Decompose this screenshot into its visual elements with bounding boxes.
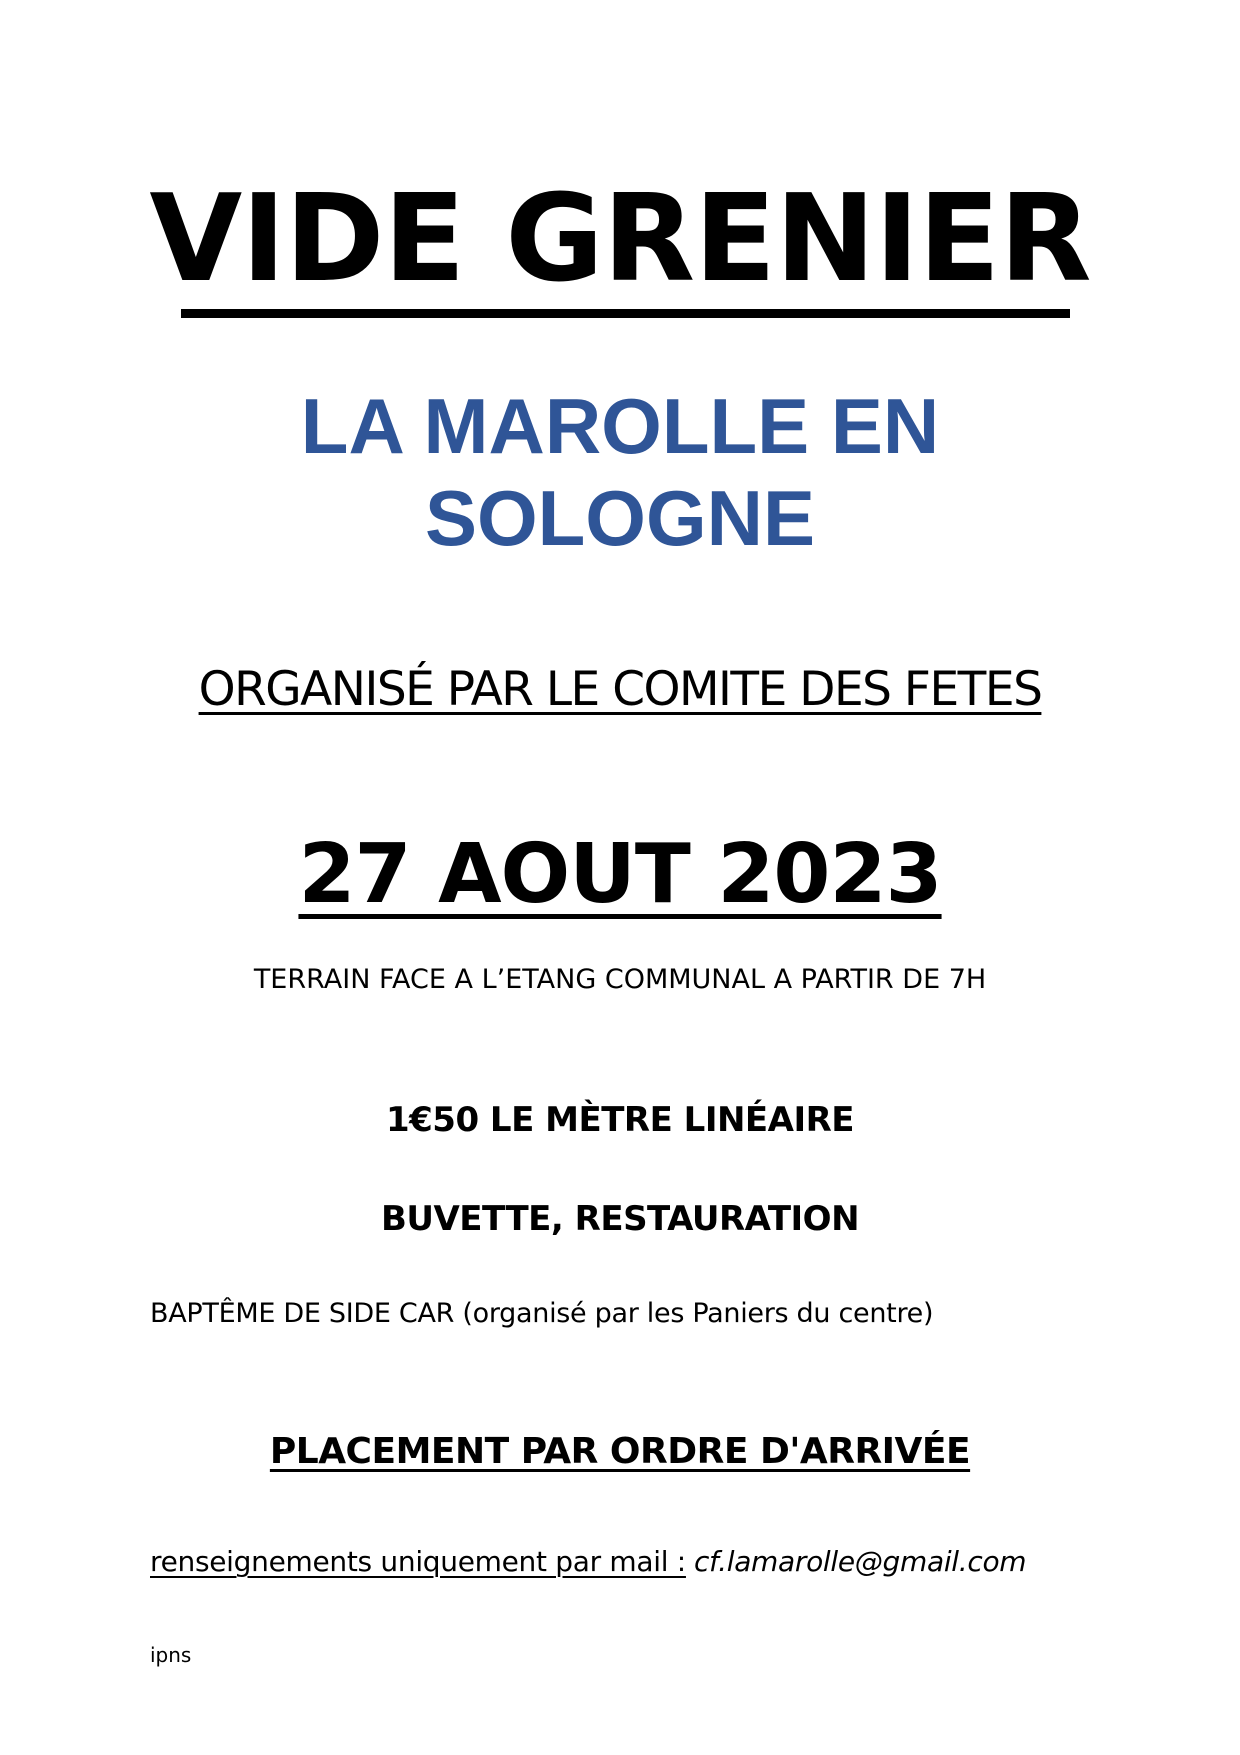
event-location: TERRAIN FACE A L’ETANG COMMUNAL A PARTIR DE 7H: [253, 964, 987, 995]
title-underline-rule: [181, 309, 1070, 318]
contact-line: [150, 1545, 1027, 1578]
food-and-drinks: BUVETTE, RESTAURATION: [380, 1199, 860, 1239]
poster-title: VIDE GRENIER: [149, 170, 1091, 309]
pitch-price: 1€50 LE MÈTRE LINÉAIRE: [385, 1100, 855, 1140]
town-name: LA MAROLLE EN SOLOGNE: [300, 382, 940, 562]
organizer-line: ORGANISÉ PAR LE COMITE DES FETES: [198, 662, 1042, 717]
footer-note: ipns: [150, 1643, 192, 1667]
contact-email-link[interactable]: cf.lamarolle@gmail.com: [693, 1545, 1027, 1578]
placement-rule: PLACEMENT PAR ORDRE D'ARRIVÉE: [269, 1431, 971, 1472]
contact-label: renseignements uniquement par mail :: [150, 1545, 686, 1578]
event-date: 27 AOUT 2023: [298, 827, 942, 922]
sidecar-activity: BAPTÊME DE SIDE CAR (organisé par les Paniers du centre): [150, 1298, 934, 1329]
